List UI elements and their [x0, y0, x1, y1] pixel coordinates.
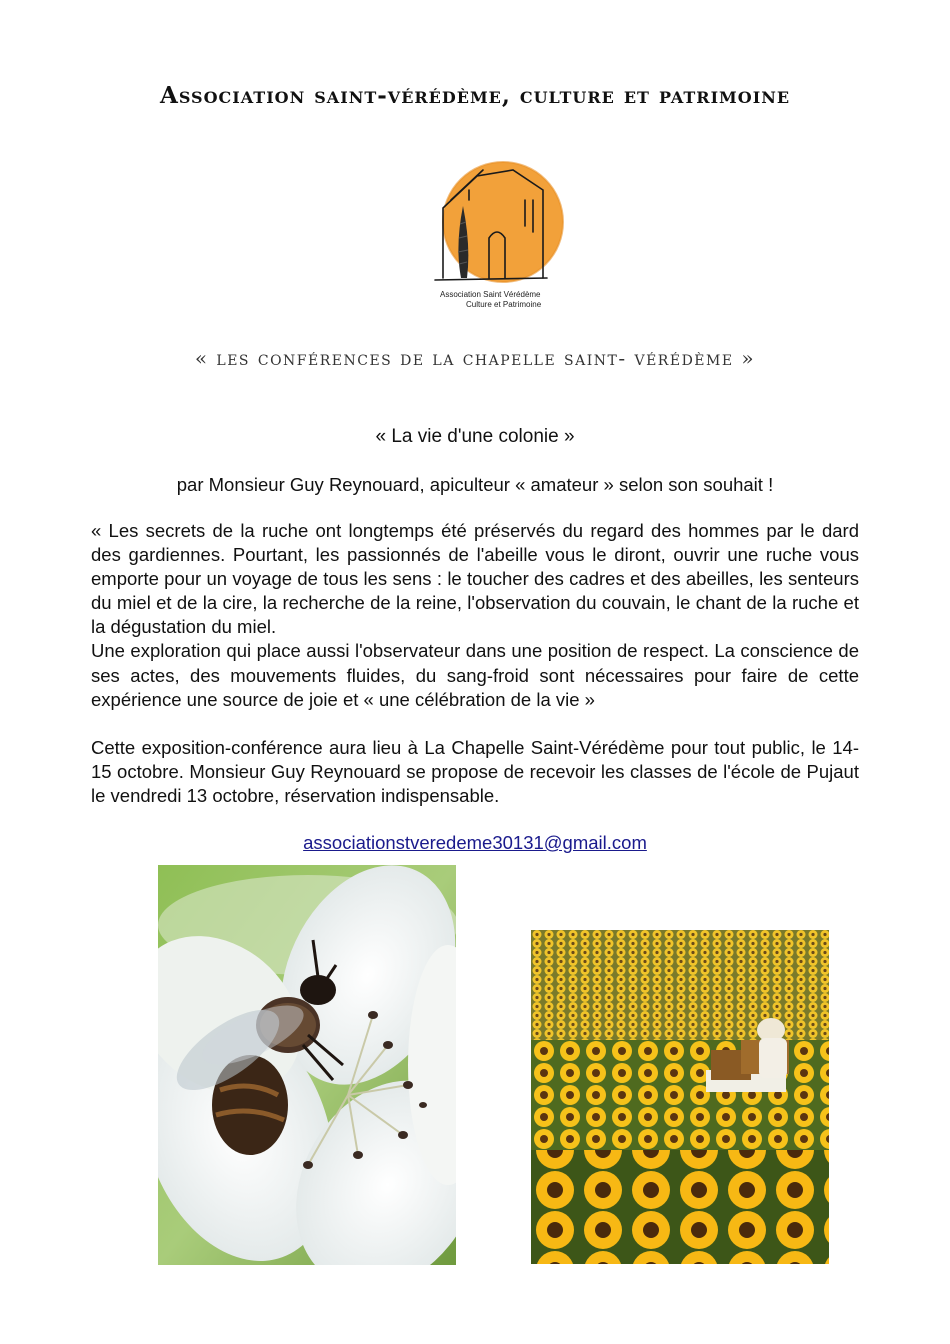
description-block [91, 519, 859, 712]
talk-title: « La vie d'une colonie » [375, 426, 575, 447]
practical-info-text: Cette exposition-conférence aura lieu à La Chapelle Saint-Vérédème pour tout public, le 14-15 octobre. Monsieur Guy Reynouard se propose de recevoir les classes de l'école de Pujaut le vendredi 13 octobre, réservation indispensable. [91, 737, 859, 807]
email-link[interactable]: associationstveredeme30131@gmail.com [303, 832, 647, 853]
series-title: « les conférences de la chapelle saint- vérédème » [194, 346, 756, 370]
contact-email [0, 832, 950, 854]
logo-caption-line2: Culture et Patrimoine [466, 300, 542, 309]
description-paragraph-2: Une exploration qui place aussi l'observateur dans une position de respect. La conscience de ses actes, des mouvements fluides, du sang-froid sont nécessaires pour faire de cette expérience une source de joie et « une célébration de la vie » [91, 640, 859, 710]
bee-on-blossom-photo [158, 865, 456, 1265]
description-paragraph-1: « Les secrets de la ruche ont longtemps été préservés du regard des hommes par le dard des gardiennes. Pourtant, les passionnés de l'abeille vous le diront, ouvrir une ruche vous emporte pour un voyage de tous les sens : le toucher des cadres et des abeilles, les senteurs du miel et de la cire, la recherche de la reine, l'observation du couvain, le chant de la ruche et la dégustation du miel. [91, 520, 859, 638]
practical-info [91, 736, 859, 808]
speaker-line: par Monsieur Guy Reynouard, apiculteur « amateur » selon son souhait ! [176, 474, 774, 495]
logo-caption-line1: Association Saint Vérédème [440, 290, 541, 299]
organization-title: Association saint-vérédème, culture et patrimoine [159, 82, 791, 109]
sunflower-field-photo [531, 930, 829, 1264]
logo-caption [440, 290, 570, 310]
